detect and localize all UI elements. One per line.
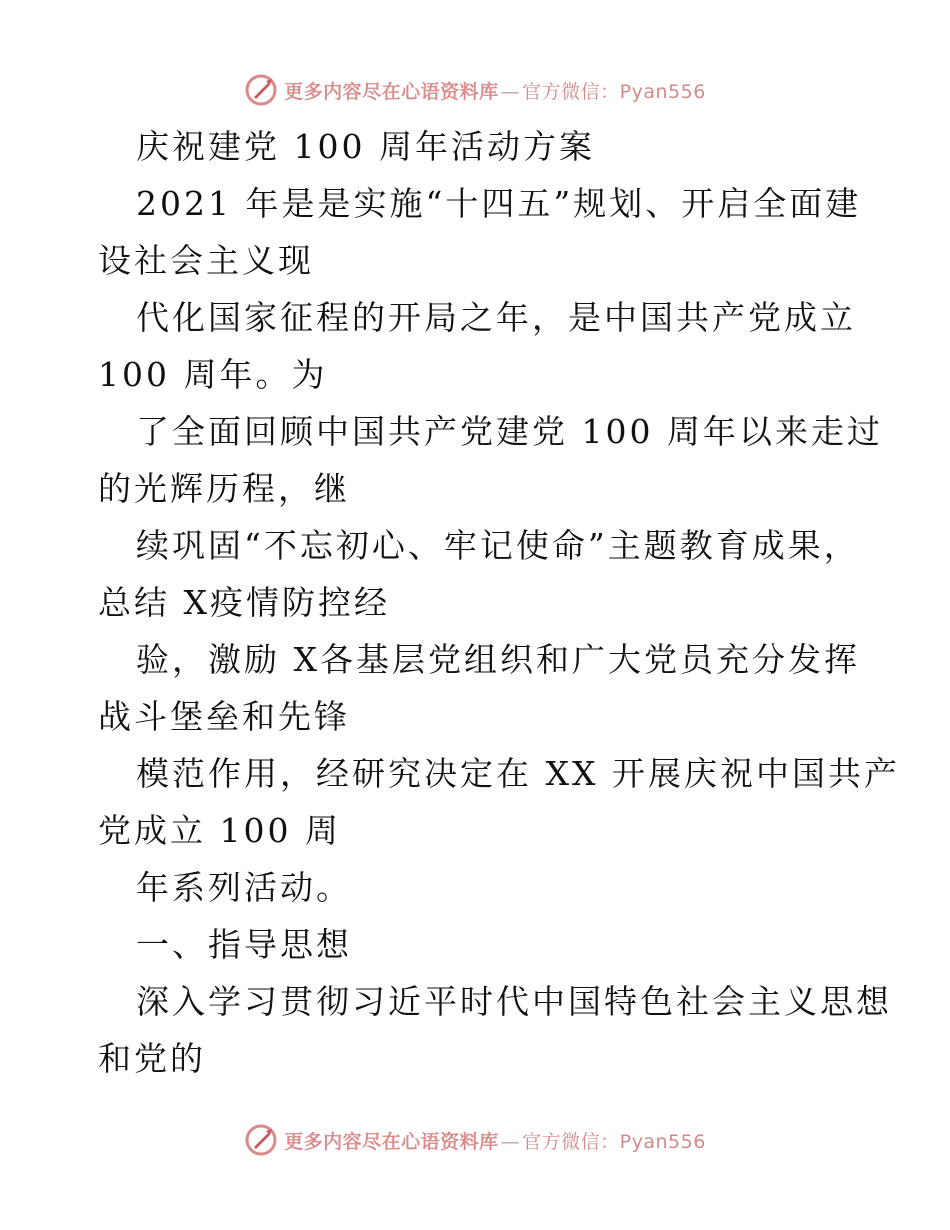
text-line: 深入学习贯彻习近平时代中国特色社会主义思想: [136, 982, 892, 1021]
document-body: [98, 118, 900, 1087]
text-line: 代化国家征程的开局之年，是中国共产党成立: [136, 298, 856, 337]
watermark-footer: [0, 1120, 950, 1160]
text-line: 的光辉历程，继: [98, 469, 350, 508]
text-line: 总结 X疫情防控经: [98, 583, 390, 622]
logo-icon: [244, 1123, 278, 1157]
text-line: 一、指导思想: [136, 925, 352, 964]
watermark-text: 更多内容尽在心语资料库 — 官方微信：Pyan556: [284, 1130, 706, 1153]
text-line: 和党的: [98, 1039, 206, 1078]
watermark-text: 更多内容尽在心语资料库 — 官方微信：Pyan556: [284, 80, 706, 103]
text-line: 验，激励 X各基层党组织和广大党员充分发挥: [136, 640, 860, 679]
text-line: 战斗堡垒和先锋: [98, 697, 350, 736]
text-line: 设社会主义现: [98, 241, 314, 280]
text-line: 了全面回顾中国共产党建党 100 周年以来走过: [136, 412, 883, 451]
logo-icon: [244, 73, 278, 107]
text-line: 续巩固“不忘初心、牢记使命”主题教育成果，: [136, 526, 860, 565]
text-line: 党成立 100 周: [98, 811, 341, 850]
document-title: 庆祝建党 100 周年活动方案: [136, 127, 595, 166]
text-line: 100 周年。为: [98, 355, 328, 394]
text-line: 模范作用，经研究决定在 XX 开展庆祝中国共产: [136, 754, 900, 793]
text-line: 年系列活动。: [136, 868, 352, 907]
text-line: 2021 年是是实施“十四五”规划、开启全面建: [136, 184, 862, 223]
watermark-header: [0, 70, 950, 110]
